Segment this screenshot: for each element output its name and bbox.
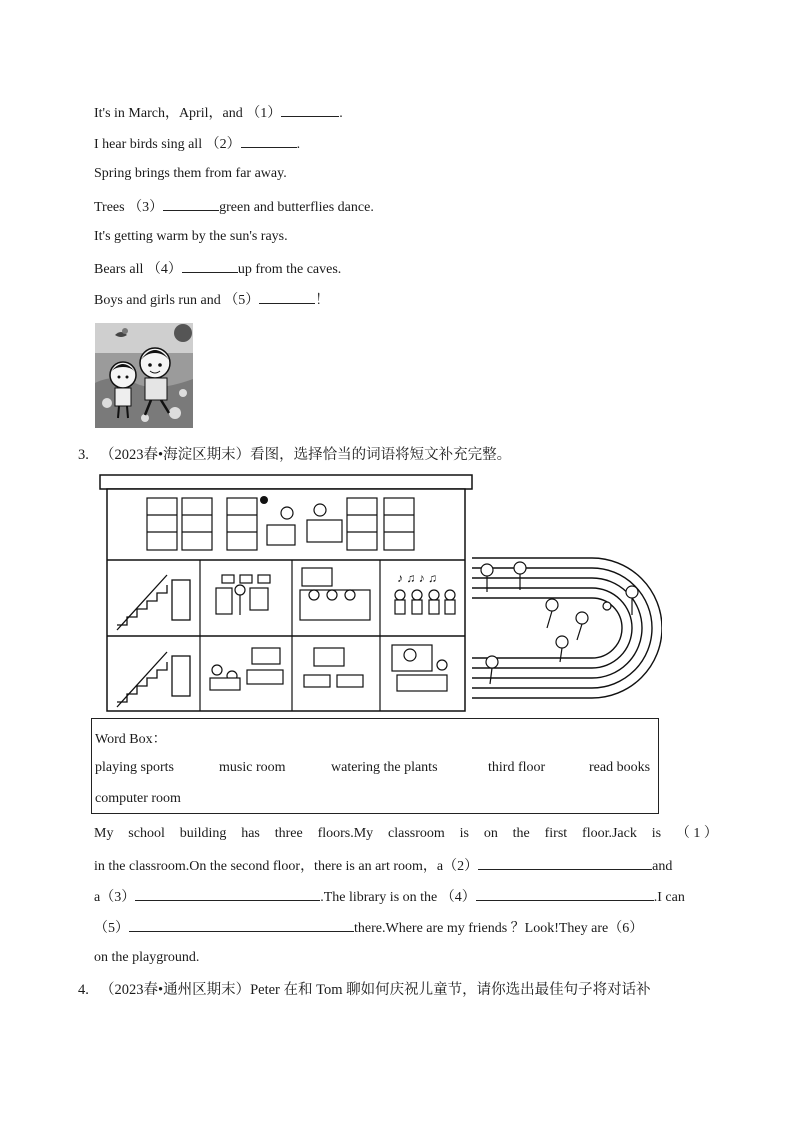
- passage-line-4: （5） there.Where are my friends ？Look!They are（6）: [94, 918, 718, 938]
- word-option: third floor: [488, 760, 546, 775]
- question-3-number: 3.: [78, 447, 89, 463]
- question-3-instruction: （2023春•海淀区期末）看图，选择恰当的词语将短文补充完整。: [100, 447, 512, 463]
- question-4-instruction: （2023春•通州区期末）Peter 在和 Tom 聊如何庆祝儿童节，请你选出最佳句子将对话补: [100, 982, 651, 998]
- passage-line-5: on the playground.: [94, 950, 200, 965]
- poem-line-2: I hear birds sing all （2） .: [94, 134, 300, 154]
- answer-blank-1[interactable]: [281, 103, 339, 117]
- passage-blank-4[interactable]: [476, 887, 654, 901]
- passage-blank-5[interactable]: [129, 918, 354, 932]
- word-box: [91, 718, 659, 814]
- poem-line-4: Trees （3） green and butterflies dance.: [94, 197, 374, 217]
- passage-blank-3[interactable]: [135, 887, 320, 901]
- poem-line-5: It's getting warm by the sun's rays.: [94, 229, 288, 244]
- word-option: read books: [589, 760, 651, 775]
- spring-children-illustration: [95, 323, 193, 428]
- word-box-title: Word Box：: [95, 732, 167, 747]
- answer-blank-3[interactable]: [163, 197, 219, 211]
- word-option: playing sports: [95, 760, 174, 775]
- word-option: computer room: [95, 791, 181, 806]
- poem-line-3: Spring brings them from far away.: [94, 166, 287, 181]
- svg-text:♪ ♫ ♪ ♫: ♪ ♫ ♪ ♫: [397, 571, 438, 585]
- answer-blank-4[interactable]: [182, 259, 238, 273]
- passage-blank-2[interactable]: [478, 856, 652, 870]
- question-3-heading: [78, 445, 511, 465]
- poem-line-6: Bears all （4） up from the caves.: [94, 259, 341, 279]
- passage-line-2: in the classroom.On the second floor，there is an art room，a（2） and: [94, 856, 718, 876]
- passage-line-1: My school building has three floors.My classroom is on the first floor.Jack is （ 1 ）: [94, 826, 718, 841]
- word-option: watering the plants: [331, 760, 438, 775]
- word-option: music room: [219, 760, 286, 775]
- question-4-heading: [78, 980, 651, 1000]
- poem-line-7: Boys and girls run and （5） ！: [94, 290, 329, 310]
- passage-line-3: a（3） .The library is on the （4） .I can: [94, 887, 718, 907]
- poem-line-1: It's in March，April，and （1） .: [94, 103, 343, 123]
- answer-blank-5[interactable]: [259, 290, 315, 304]
- answer-blank-2[interactable]: [241, 134, 297, 148]
- school-building-illustration: [92, 470, 662, 715]
- question-4-number: 4.: [78, 982, 89, 998]
